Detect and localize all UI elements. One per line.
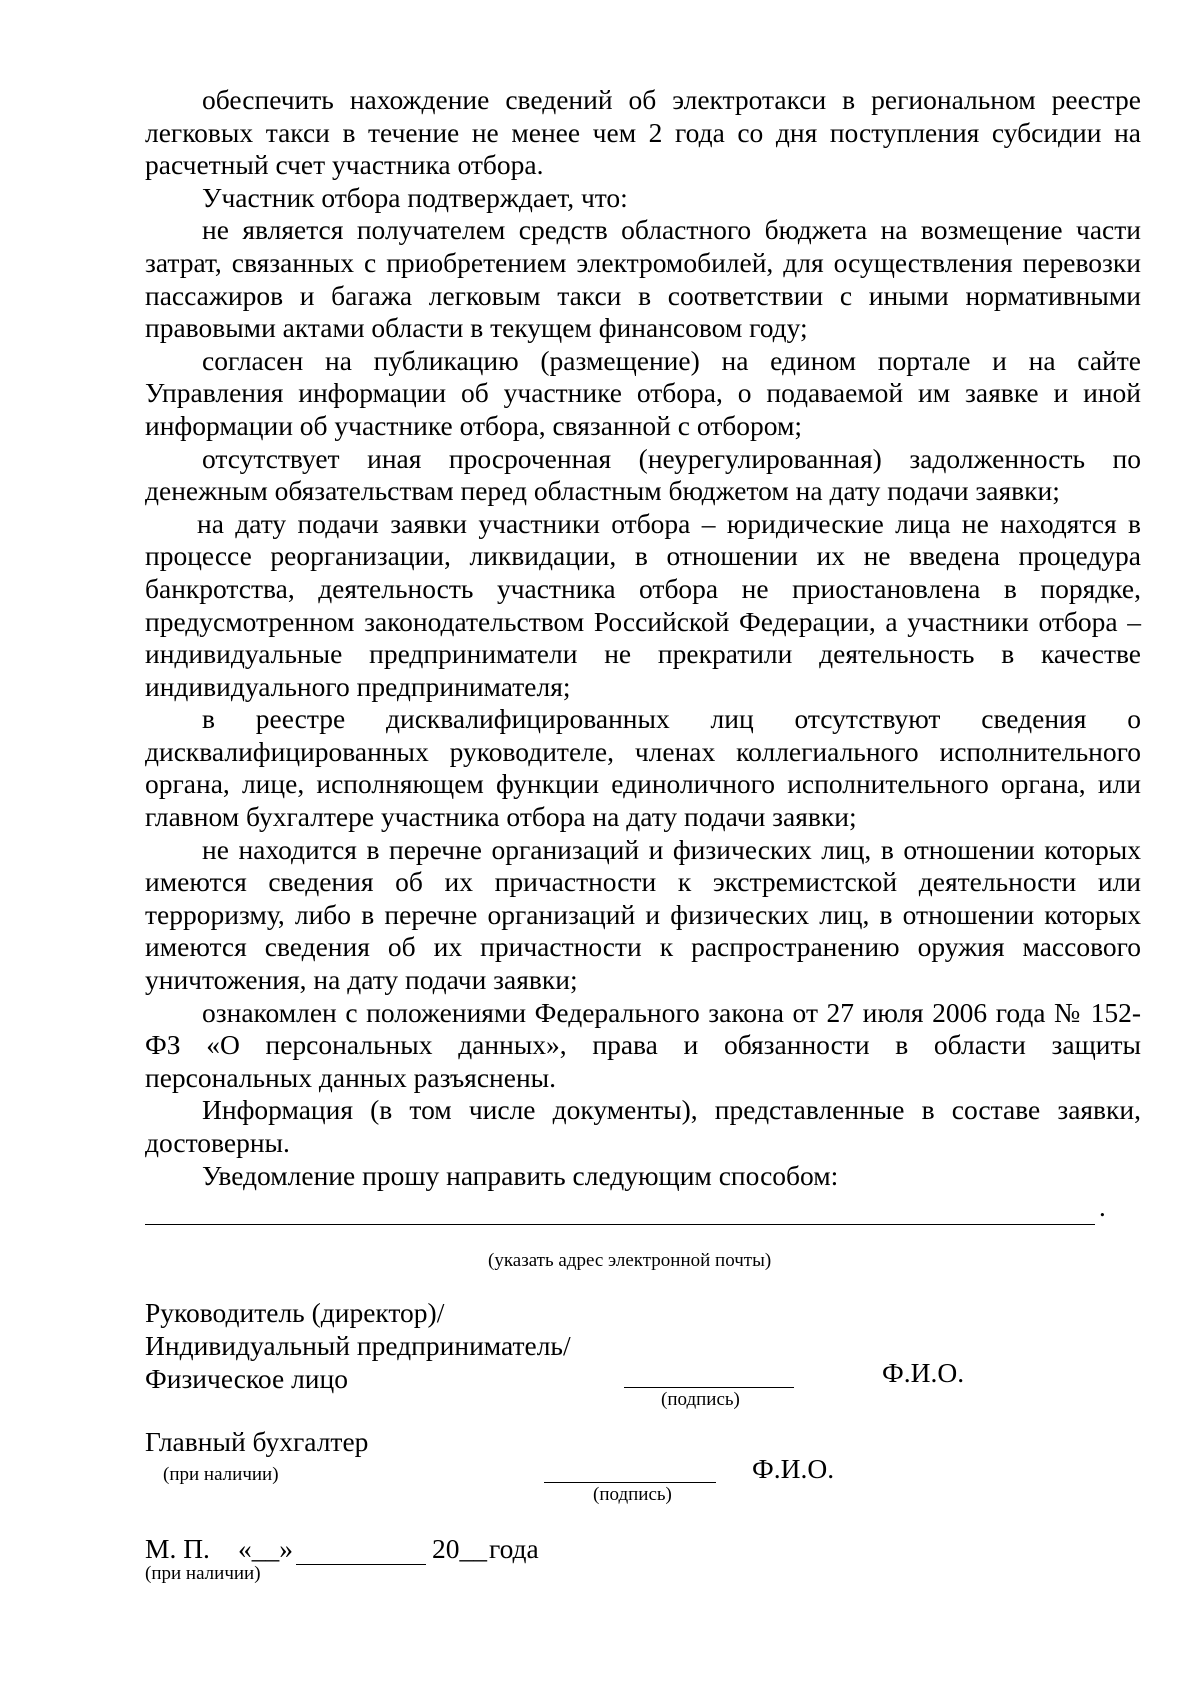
- accountant-signature-caption: (подпись): [593, 1484, 672, 1505]
- accountant-title: Главный бухгалтер: [145, 1426, 369, 1457]
- email-line-period: .: [1099, 1192, 1106, 1222]
- paragraph-no-disqualified: в реестре дисквалифицированных лиц отсутствуют сведения о дисквалифицированных руководителе, членах коллегиального исполнительного органа, лице, исполняющем функции единоличного исполнительного органа, или главном бухгалтере участника отбора на дату подачи заявки;: [145, 703, 1141, 833]
- paragraph-no-debt: отсутствует иная просроченная (неурегулированная) задолженность по денежным обязательствам перед областным бюджетом на дату подачи заявки;: [145, 442, 1141, 507]
- director-title-line-1: Руководитель (директор)/: [145, 1297, 445, 1328]
- document-body: [145, 84, 1141, 1192]
- stamp-label: М. П.: [145, 1533, 210, 1564]
- date-month-line[interactable]: [296, 1564, 426, 1565]
- email-fill-line[interactable]: [145, 1224, 1095, 1225]
- director-signature-line[interactable]: [624, 1387, 794, 1388]
- accountant-signature-line[interactable]: [544, 1482, 716, 1483]
- director-title-block: [145, 1296, 571, 1395]
- date-year-field: 20__: [432, 1533, 487, 1564]
- paragraph-not-recipient: не является получателем средств областного бюджета на возмещение части затрат, связанных с приобретением электромобилей, для осуществления перевозки пассажиров и багажа легковым такси в соответствии с иными нормативными правовыми актами области в текущем финансовом году;: [145, 214, 1141, 344]
- paragraph-ensure-registry: обеспечить нахождение сведений об электротакси в региональном реестре легковых такси в течение не менее чем 2 года со дня поступления субсидии на расчетный счет участника отбора.: [145, 84, 1141, 181]
- director-signature-caption: (подпись): [661, 1389, 740, 1410]
- stamp-note: (при наличии): [145, 1563, 261, 1584]
- date-year-suffix: года: [489, 1533, 539, 1564]
- paragraph-no-reorganization: на дату подачи заявки участники отбора – юридические лица не находятся в процессе реорганизации, ликвидации, в отношении их не введена процедура банкротства, деятельность участника отбора не приостановлена в порядке, предусмотренном законодательством Российской Федерации, а участники отбора – индивидуальные предприниматели не прекратили деятельность в качестве индивидуального предпринимателя;: [145, 507, 1141, 702]
- date-day-field: «__»: [238, 1533, 293, 1564]
- accountant-note: (при наличии): [163, 1464, 279, 1485]
- director-fio: Ф.И.О.: [882, 1357, 965, 1388]
- paragraph-not-in-list: не находится в перечне организаций и физических лиц, в отношении которых имеются сведения об их причастности к экстремистской деятельности или терроризму, либо в перечне организаций и физических лиц, в отношении которых имеются сведения об их причастности к распространению оружия массового уничтожения, на дату подачи заявки;: [145, 833, 1141, 996]
- paragraph-personal-data: ознакомлен с положениями Федерального закона от 27 июля 2006 года № 152-ФЗ «О персональных данных», права и обязанности в области защиты персональных данных разъяснены.: [145, 996, 1141, 1093]
- director-title-line-2: Индивидуальный предприниматель/: [145, 1330, 571, 1361]
- email-caption: (указать адрес электронной почты): [488, 1250, 772, 1271]
- accountant-fio: Ф.И.О.: [752, 1453, 835, 1484]
- paragraph-publication-consent: согласен на публикацию (размещение) на едином портале и на сайте Управления информации об участнике отбора, о подаваемой им заявке и иной информации об участнике отбора, связанной с отбором;: [145, 344, 1141, 441]
- director-title-line-3: Физическое лицо: [145, 1363, 348, 1394]
- paragraph-participant-confirms: Участник отбора подтверждает, что:: [202, 181, 628, 213]
- paragraph-info-reliable: Информация (в том числе документы), представленные в составе заявки, достоверны.: [145, 1094, 1141, 1158]
- paragraph-notification-method: Уведомление прошу направить следующим способом:: [202, 1159, 839, 1191]
